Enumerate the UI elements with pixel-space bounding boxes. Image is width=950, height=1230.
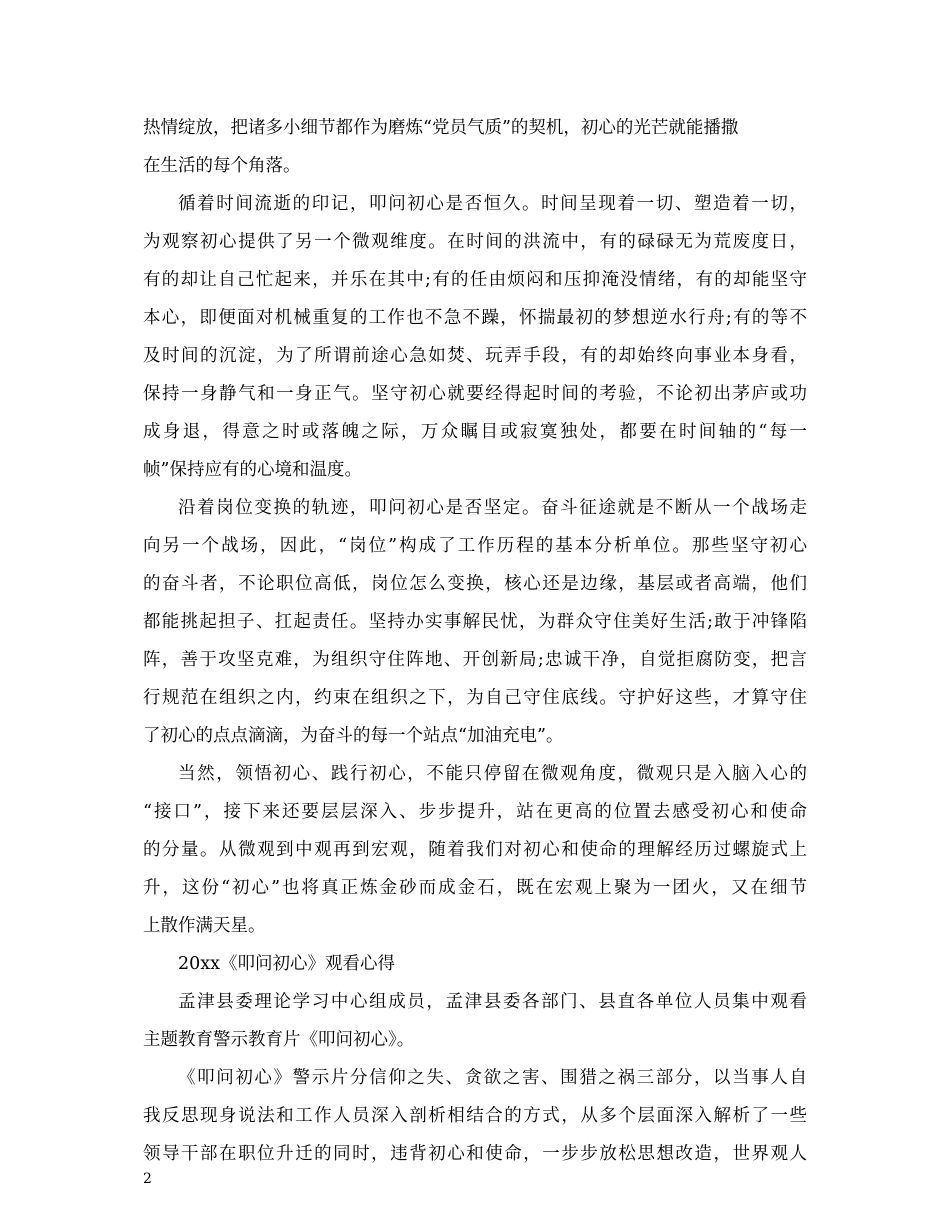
paragraph-line: 的奋斗者，不论职位高低，岗位怎么变换，核心还是边缘，基层或者高端，他们 xyxy=(143,574,807,594)
paragraph-line: 了初心的点点滴滴，为奋斗的每一个站点“加油充电”。 xyxy=(143,726,564,746)
paragraph-line: 我反思现身说法和工作人员深入剖析相结合的方式，从多个层面深入解析了一些 xyxy=(143,1106,807,1126)
paragraph-line: 帧”保持应有的心境和温度。 xyxy=(143,460,362,480)
paragraph-line: 为观察初心提供了另一个微观维度。在时间的洪流中，有的碌碌无为荒废度日， xyxy=(143,232,807,252)
paragraph-line: 上散作满天星。 xyxy=(143,916,266,936)
paragraph-line: 当然，领悟初心、践行初心，不能只停留在微观角度，微观只是入脑入心的 xyxy=(178,764,807,784)
paragraph-line: 在生活的每个角落。 xyxy=(143,156,301,176)
paragraph-line: 阵，善于攻坚克难，为组织守住阵地、开创新局;忠诚干净，自觉拒腐防变，把言 xyxy=(143,650,807,670)
paragraph-line: 都能挑起担子、扛起责任。坚持办实事解民忧，为群众守住美好生活;敢于冲锋陷 xyxy=(143,612,807,632)
paragraph-line: 循着时间流逝的印记，叩问初心是否恒久。时间呈现着一切、塑造着一切， xyxy=(178,194,807,214)
paragraph-line: 升，这份“初心”也将真正炼金砂而成金石，既在宏观上聚为一团火，又在细节 xyxy=(143,878,807,898)
paragraph-line: 《叩问初心》警示片分信仰之失、贪欲之害、围猎之祸三部分，以当事人自 xyxy=(178,1068,807,1088)
paragraph-line: 向另一个战场，因此，“岗位”构成了工作历程的基本分析单位。那些坚守初心 xyxy=(143,536,807,556)
paragraph-line: 孟津县委理论学习中心组成员，孟津县委各部门、县直各单位人员集中观看 xyxy=(178,992,807,1012)
paragraph-line: “接口”，接下来还要层层深入、步步提升，站在更高的位置去感受初心和使命 xyxy=(143,802,807,822)
paragraph-line: 主题教育警示教育片《叩问初心》。 xyxy=(143,1030,415,1050)
paragraph-line: 热情绽放，把诸多小细节都作为磨炼“党员气质”的契机，初心的光芒就能播撒 xyxy=(143,118,739,138)
paragraph-line: 有的却让自己忙起来，并乐在其中;有的任由烦闷和压抑淹没情绪，有的却能坚守 xyxy=(143,270,807,290)
section-heading: 20xx《叩问初心》观看心得 xyxy=(178,954,396,974)
paragraph-line: 的分量。从微观到中观再到宏观，随着我们对初心和使命的理解经历过螺旋式上 xyxy=(143,840,807,860)
page-number: 2 xyxy=(143,1171,152,1187)
paragraph-line: 成身退，得意之时或落魄之际，万众瞩目或寂寞独处，都要在时间轴的“每一 xyxy=(143,422,807,442)
paragraph-line: 领导干部在职位升迁的同时，违背初心和使命，一步步放松思想改造，世界观人 xyxy=(143,1144,807,1164)
paragraph-line: 本心，即便面对机械重复的工作也不急不躁，怀揣最初的梦想逆水行舟;有的等不 xyxy=(143,308,807,328)
paragraph-line: 行规范在组织之内，约束在组织之下，为自己守住底线。守护好这些，才算守住 xyxy=(143,688,807,708)
paragraph-line: 保持一身静气和一身正气。坚守初心就要经得起时间的考验，不论初出茅庐或功 xyxy=(143,384,807,404)
paragraph-line: 沿着岗位变换的轨迹，叩问初心是否坚定。奋斗征途就是不断从一个战场走 xyxy=(178,498,807,518)
paragraph-line: 及时间的沉淀，为了所谓前途心急如焚、玩弄手段，有的却始终向事业本身看， xyxy=(143,346,807,366)
